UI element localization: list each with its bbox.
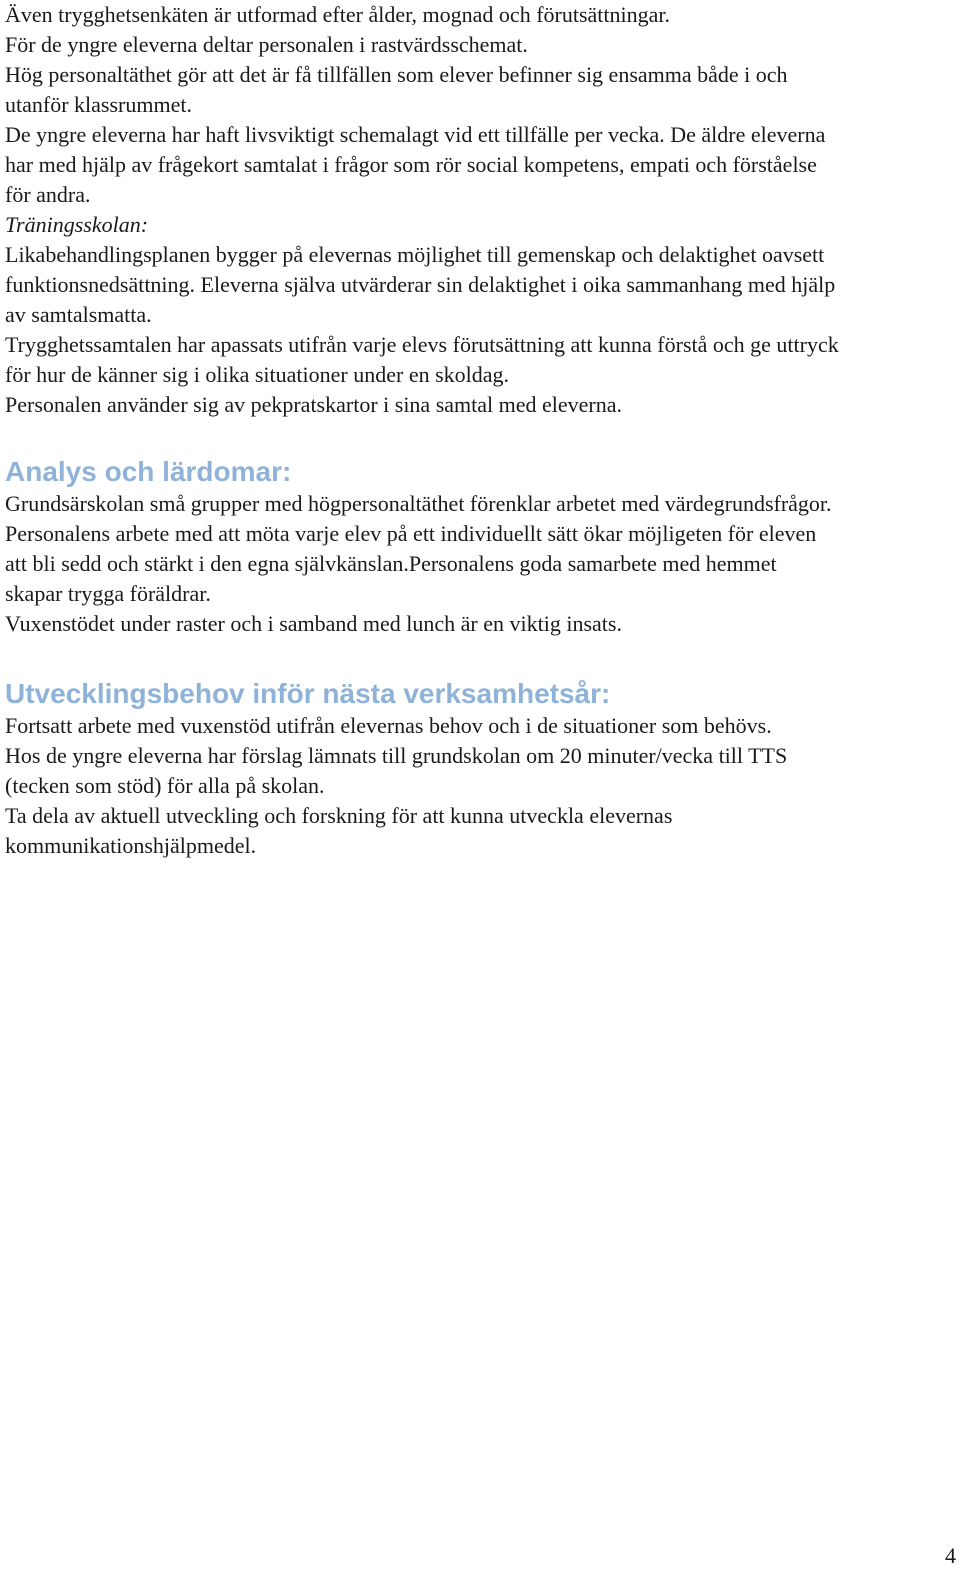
analys-heading: Analys och lärdomar: (5, 456, 292, 487)
body-line: Likabehandlingsplanen bygger på elevernas möjlighet till gemenskap och delaktighet oavsett (5, 242, 825, 267)
intro-section (5, 0, 960, 210)
body-line: Personalen använder sig av pekpratskartor i sina samtal med eleverna. (5, 392, 622, 417)
body-line: Ta dela av aktuell utveckling och forskning för att kunna utveckla elevernas (5, 803, 673, 828)
body-line: Hög personaltäthet gör att det är få tillfällen som elever befinner sig ensamma både i och (5, 62, 788, 87)
page-number: 4 (945, 1543, 956, 1568)
body-line: Fortsatt arbete med vuxenstöd utifrån elevernas behov och i de situationer som behövs. (5, 713, 772, 738)
body-line: (tecken som stöd) för alla på skolan. (5, 773, 325, 798)
body-line: har med hjälp av frågekort samtalat i frågor som rör social kompetens, empati och förståelse (5, 152, 817, 177)
body-line: funktionsnedsättning. Eleverna själva utvärderar sin delaktighet i oika sammanhang med hjälp (5, 272, 836, 297)
body-line: Personalens arbete med att möta varje elev på ett individuellt sätt ökar möjligeten för eleven (5, 521, 817, 546)
body-line: att bli sedd och stärkt i den egna självkänslan.Personalens goda samarbete med hemmet (5, 551, 777, 576)
body-line: Vuxenstödet under raster och i samband med lunch är en viktig insats. (5, 611, 622, 636)
analys-section (5, 455, 960, 639)
body-line: Även trygghetsenkäten är utformad efter ålder, mognad och förutsättningar. (5, 2, 670, 27)
document-page (5, 0, 960, 861)
body-line: skapar trygga föräldrar. (5, 581, 211, 606)
body-line: utanför klassrummet. (5, 92, 192, 117)
utveckling-heading: Utvecklingsbehov inför nästa verksamhetsår: (5, 678, 611, 709)
body-line: De yngre eleverna har haft livsviktigt schemalagt vid ett tillfälle per vecka. De äldre eleverna (5, 122, 826, 147)
body-line: För de yngre eleverna deltar personalen i rastvärdsschemat. (5, 32, 528, 57)
body-line: för andra. (5, 182, 91, 207)
body-line: Trygghetssamtalen har apassats utifrån varje elevs förutsättning att kunna förstå och ge uttryck (5, 332, 839, 357)
body-line: Grundsärskolan små grupper med högpersonaltäthet förenklar arbetet med värdegrundsfrågor. (5, 491, 832, 516)
traningsskolan-section (5, 210, 960, 420)
body-line: av samtalsmatta. (5, 302, 152, 327)
body-line: kommunikationshjälpmedel. (5, 833, 257, 858)
traningsskolan-label: Träningsskolan: (5, 212, 149, 237)
body-line: för hur de känner sig i olika situationer under en skoldag. (5, 362, 510, 387)
body-line: Hos de yngre eleverna har förslag lämnats till grundskolan om 20 minuter/vecka till TTS (5, 743, 788, 768)
utveckling-section (5, 677, 960, 861)
